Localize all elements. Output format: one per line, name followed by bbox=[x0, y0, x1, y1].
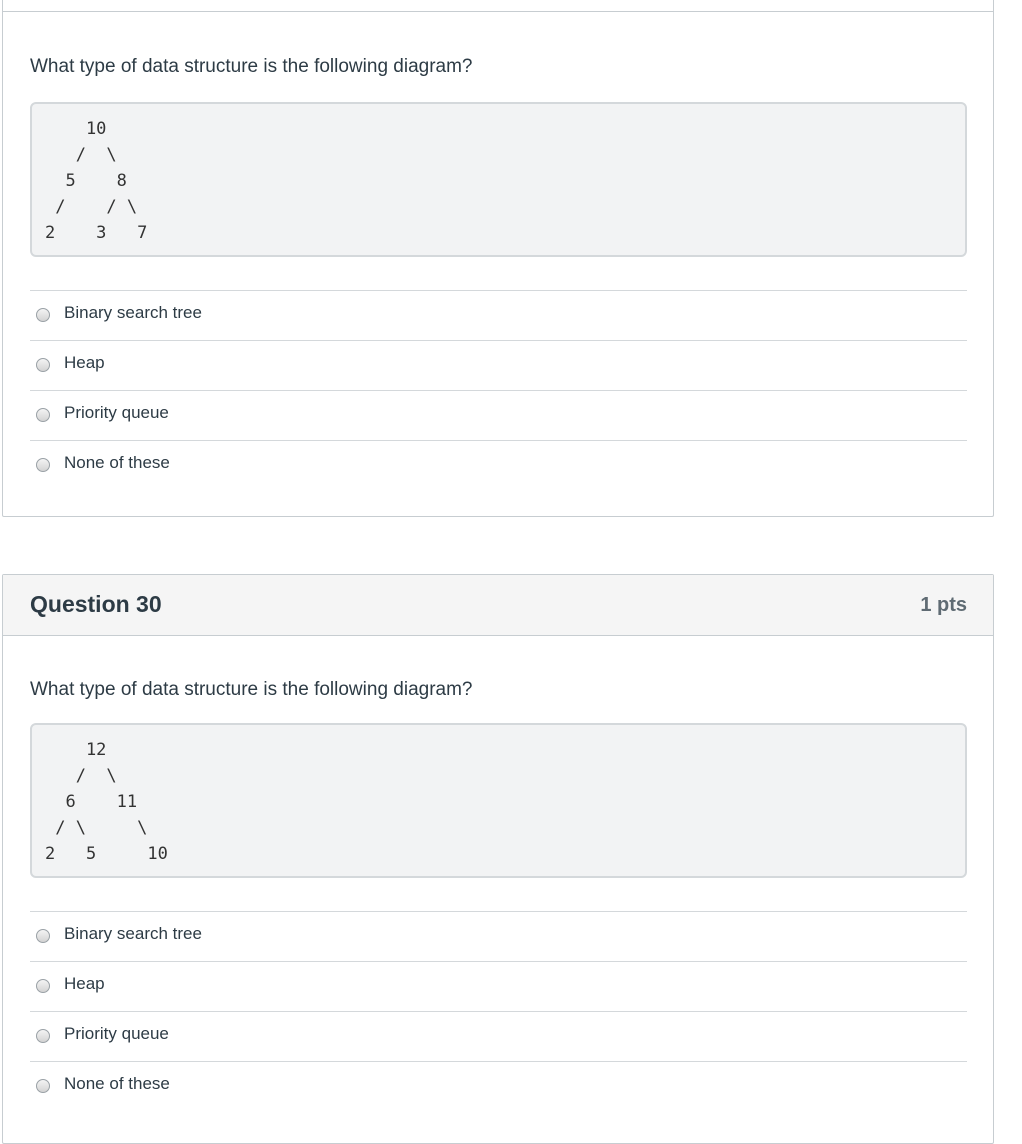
question-30-card bbox=[2, 574, 994, 1144]
question-points: 1 pts bbox=[920, 594, 967, 616]
answer-label[interactable]: Heap bbox=[64, 353, 105, 372]
answer-label[interactable]: Binary search tree bbox=[64, 924, 202, 943]
radio-button[interactable] bbox=[36, 308, 50, 322]
tree-diagram-text: 10 / \ 5 8 / / \ 2 3 7 bbox=[45, 119, 148, 243]
tree-diagram bbox=[30, 102, 967, 257]
tree-diagram bbox=[30, 723, 967, 878]
answer-label[interactable]: Priority queue bbox=[64, 403, 169, 422]
question-29-card bbox=[2, 0, 994, 517]
question-prompt: What type of data structure is the following diagram? bbox=[30, 679, 473, 700]
answer-option[interactable] bbox=[30, 911, 967, 961]
answer-label[interactable]: None of these bbox=[64, 1074, 170, 1093]
question-title: Question 30 bbox=[30, 591, 162, 617]
question-prompt: What type of data structure is the following diagram? bbox=[30, 56, 473, 77]
header-divider bbox=[3, 11, 993, 12]
radio-button[interactable] bbox=[36, 1079, 50, 1093]
answer-label[interactable]: None of these bbox=[64, 453, 170, 472]
radio-button[interactable] bbox=[36, 979, 50, 993]
answer-option[interactable] bbox=[30, 961, 967, 1011]
answer-label[interactable]: Heap bbox=[64, 974, 105, 993]
answer-option[interactable] bbox=[30, 390, 967, 440]
radio-button[interactable] bbox=[36, 929, 50, 943]
radio-button[interactable] bbox=[36, 458, 50, 472]
answer-label[interactable]: Binary search tree bbox=[64, 303, 202, 322]
answer-option[interactable] bbox=[30, 340, 967, 390]
answer-option[interactable] bbox=[30, 1011, 967, 1061]
radio-button[interactable] bbox=[36, 358, 50, 372]
answer-list bbox=[30, 911, 967, 1111]
answer-option[interactable] bbox=[30, 290, 967, 340]
answer-option[interactable] bbox=[30, 440, 967, 490]
radio-button[interactable] bbox=[36, 408, 50, 422]
answer-list bbox=[30, 290, 967, 490]
answer-label[interactable]: Priority queue bbox=[64, 1024, 169, 1043]
radio-button[interactable] bbox=[36, 1029, 50, 1043]
question-header bbox=[3, 575, 993, 636]
tree-diagram-text: 12 / \ 6 11 / \ \ 2 5 10 bbox=[45, 740, 168, 864]
answer-option[interactable] bbox=[30, 1061, 967, 1111]
